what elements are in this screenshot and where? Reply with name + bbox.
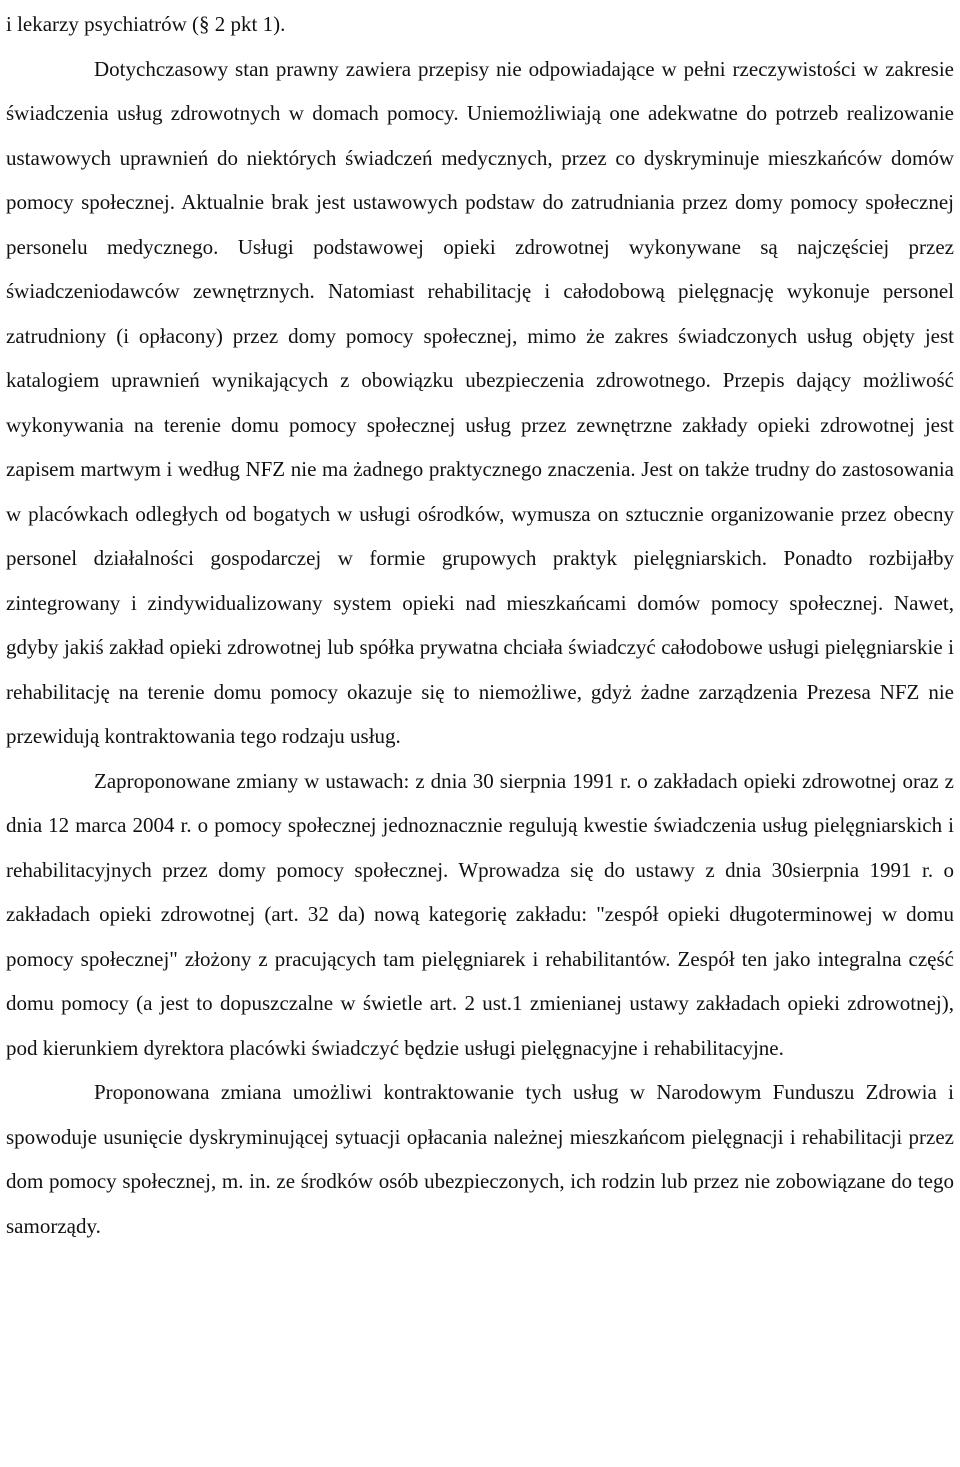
paragraph-proposed-changes: Zaproponowane zmiany w ustawach: z dnia 30 sierpnia 1991 r. o zakładach opieki zdrowotnej oraz z dnia 12 marca 2004 r. o pomocy społecznej jednoznacznie regulują kwestie świadczenia usług pielęgniarskich i rehabilitacyjnych przez domy pomocy społecznej. Wprowadza się do ustawy z dnia 30sierpnia 1991 r. o zakładach opieki zdrowotnej (art. 32 da) nową kategorię zakładu: "zespół opieki długoterminowej w domu pomocy społecznej" złożony z pracujących tam pielęgniarek i rehabilitantów. Zespół ten jako integralna część domu pomocy (a jest to dopuszczalne w świetle art. 2 ust.1 zmienianej ustawy zakładach opieki zdrowotnej), pod kierunkiem dyrektora placówki świadczyć będzie usługi pielęgnacyjne i rehabilitacyjne. (6, 768, 954, 1060)
paragraph-current-legal-state: Dotychczasowy stan prawny zawiera przepisy nie odpowiadające w pełni rzeczywistości w zakresie świadczenia usług zdrowotnych w domach pomocy. Uniemożliwiają one adekwatne do potrzeb realizowanie ustawowych uprawnień do niektórych świadczeń medycznych, przez co dyskryminuje mieszkańców domów pomocy społecznej. Aktualnie brak jest ustawowych podstaw do zatrudniania przez domy pomocy społecznej personelu medycznego. Usługi podstawowej opieki zdrowotnej wykonywane są najczęściej przez świadczeniodawców zewnętrznych. Natomiast rehabilitację i całodobową pielęgnację wykonuje personel zatrudniony (i opłacony) przez domy pomocy społecznej, mimo że zakres świadczonych usług objęty jest katalogiem uprawnień wynikających z obowiązku ubezpieczenia zdrowotnego. Przepis dający możliwość wykonywania na terenie domu pomocy społecznej usług przez zewnętrzne zakłady opieki zdrowotnej jest zapisem martwym i według NFZ nie ma żadnego praktycznego znaczenia. Jest on także trudny do zastosowania w placówkach odległych od bogatych w usługi ośrodków, wymusza on sztucznie organizowanie przez obecny personel działalności gospodarczej w formie grupowych praktyk pielęgniarskich. Ponadto rozbijałby zintegrowany i zindywidualizowany system opieki nad mieszkańcami domów pomocy społecznej. Nawet, gdyby jakiś zakład opieki zdrowotnej lub spółka prywatna chciała świadczyć całodobowe usługi pielęgniarskie i rehabilitację na terenie domu pomocy okazuje się to niemożliwe, gdyż żadne zarządzenia Prezesa NFZ nie przewidują kontraktowania tego rodzaju usług. (6, 56, 954, 748)
paragraph-contracting-services: Proponowana zmiana umożliwi kontraktowanie tych usług w Narodowym Funduszu Zdrowia i spowoduje usunięcie dyskryminującej sytuacji opłacania należnej mieszkańcom pielęgnacji i rehabilitacji przez dom pomocy społecznej, m. in. ze środków osób ubezpieczonych, ich rodzin lub przez nie zobowiązane do tego samorządy. (6, 1080, 954, 1238)
paragraph-continuation: i lekarzy psychiatrów (§ 2 pkt 1). (6, 12, 286, 36)
